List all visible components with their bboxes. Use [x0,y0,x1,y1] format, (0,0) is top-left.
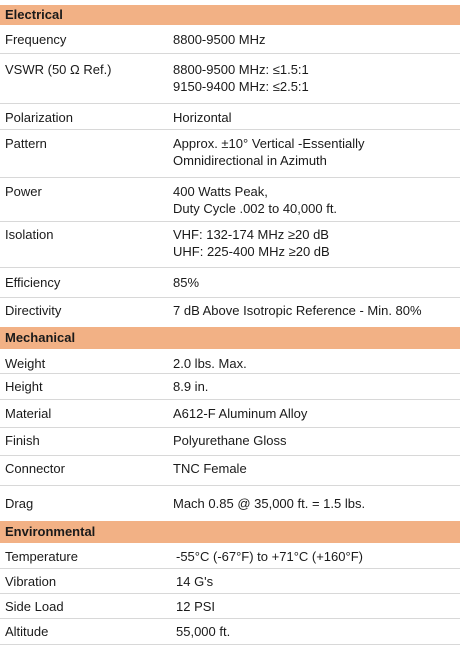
spec-value: Horizontal [173,110,232,125]
spec-label: Vibration [5,574,57,589]
spec-row-frequency [0,26,460,54]
spec-row-finish [0,428,460,456]
spec-value: -55°C (-67°F) to +71°C (+160°F) [176,549,363,564]
spec-row-vibration [0,569,460,594]
spec-row-material [0,400,460,428]
spec-label: Drag [5,496,34,511]
spec-value: A612-F Aluminum Alloy [173,406,308,421]
spec-row-drag [0,486,460,520]
spec-label: Directivity [5,303,62,318]
spec-label: Pattern [5,136,47,151]
spec-row-altitude [0,619,460,645]
spec-value: 8.9 in. [173,379,209,394]
section-header-electrical: Electrical [0,4,460,26]
spec-value: 12 PSI [176,599,216,614]
spec-row-temperature [0,544,460,569]
spec-label: Finish [5,433,40,448]
spec-value: Mach 0.85 @ 35,000 ft. = 1.5 lbs. [173,496,366,511]
spec-label: Side Load [5,599,64,614]
spec-value: Polyurethane Gloss [173,433,287,448]
spec-row-efficiency [0,268,460,298]
spec-value: 8800-9500 MHz: ≤1.5:1 9150-9400 MHz: ≤2.5:1 [173,62,309,94]
spec-value: Approx. ±10° Vertical -Essentially Omnidirectional in Azimuth [173,136,365,168]
spec-row-pattern [0,130,460,178]
spec-value: 2.0 lbs. Max. [173,356,247,371]
section-header-mechanical: Mechanical [0,326,460,350]
spec-value: 85% [173,275,200,290]
section-header-environmental: Environmental [0,520,460,544]
spec-row-directivity [0,298,460,326]
spec-row-side-load [0,594,460,619]
spec-value: 7 dB Above Isotropic Reference - Min. 80% [173,303,422,318]
spec-label: Polarization [5,110,73,125]
spec-row-power [0,178,460,222]
spec-row-connector [0,456,460,486]
spec-value: TNC Female [173,461,247,476]
spec-value: 8800-9500 MHz [173,32,266,47]
spec-row-polarization [0,104,460,130]
spec-row-height [0,374,460,400]
spec-label: Efficiency [5,275,61,290]
spec-value: 14 G's [176,574,214,589]
spec-value: VHF: 132-174 MHz ≥20 dB UHF: 225-400 MHz ≥20 dB [173,227,330,259]
spec-row-isolation [0,222,460,268]
spec-label: Frequency [5,32,67,47]
spec-label: Weight [5,356,46,371]
spec-label: Power [5,184,42,199]
spec-label: Temperature [5,549,78,564]
spec-value: 55,000 ft. [176,624,231,639]
spec-label: Material [5,406,52,421]
spec-label: Isolation [5,227,54,242]
spec-label: Altitude [5,624,49,639]
spec-row-vswr [0,54,460,104]
spec-label: Connector [5,461,65,476]
spec-row-weight [0,350,460,374]
spec-label: VSWR (50 Ω Ref.) [5,62,112,77]
spec-value: 400 Watts Peak, Duty Cycle .002 to 40,000 ft. [173,184,338,216]
spec-label: Height [5,379,43,394]
